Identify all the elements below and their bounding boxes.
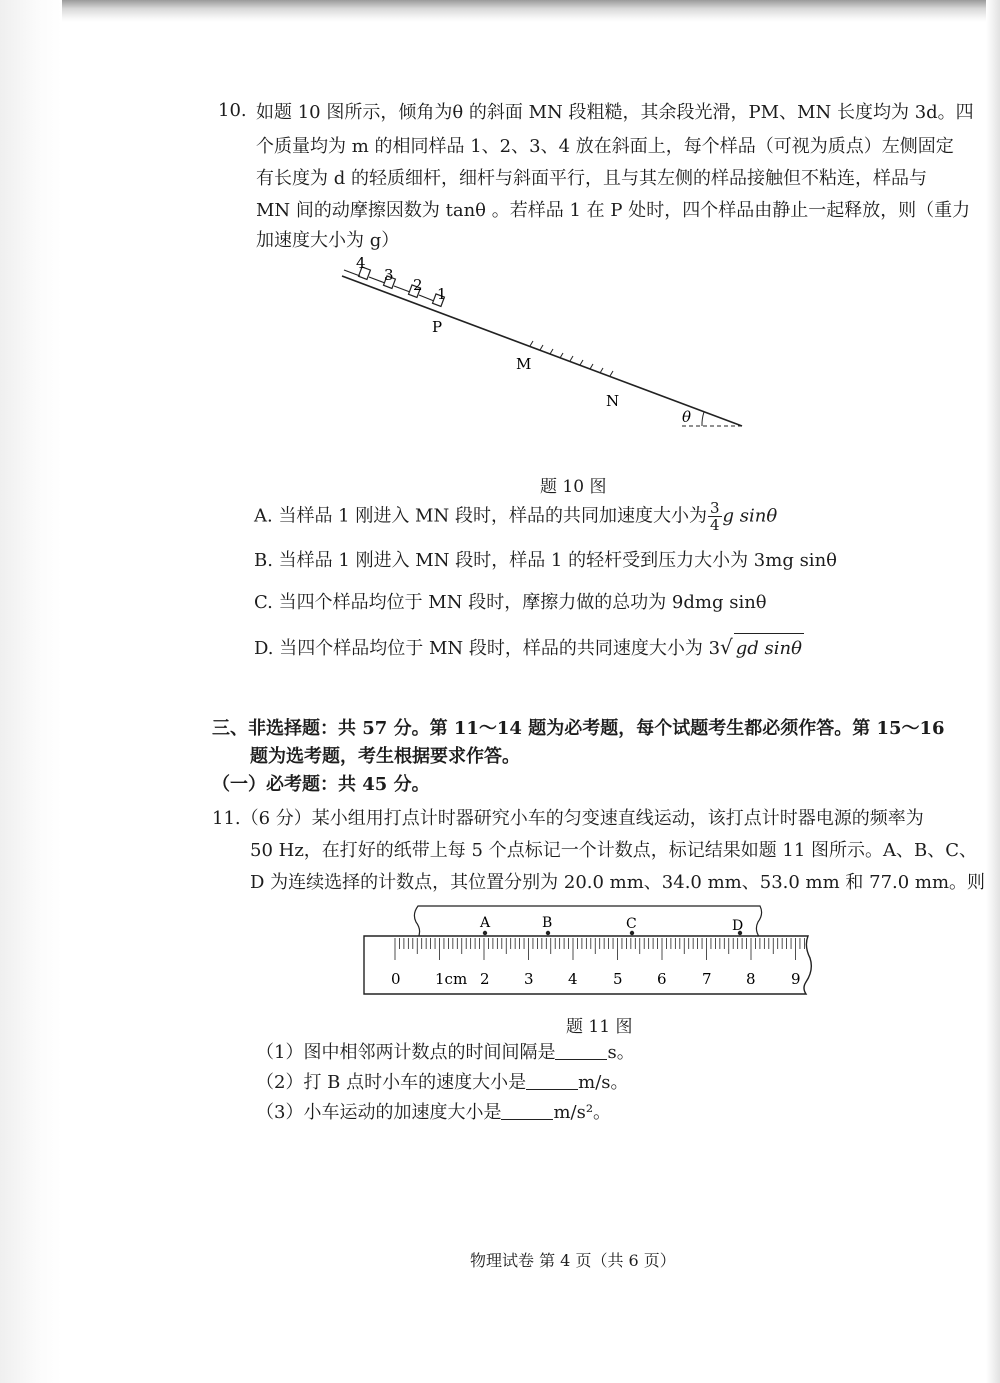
- sub-3-unit: m/s²。: [553, 1102, 612, 1123]
- question-10-number: 10.: [218, 100, 247, 121]
- sample-3-rod: [369, 277, 385, 283]
- question-11-line-3: D 为连续选择的计数点，其位置分别为 20.0 mm、34.0 mm、53.0 mm 和 77.0 mm。则: [250, 872, 986, 893]
- point-a-label: A: [480, 915, 491, 931]
- point-n-label: N: [606, 392, 620, 410]
- sample-3-label: 3: [384, 266, 394, 284]
- point-d-label: D: [732, 918, 744, 934]
- option-a[interactable]: [254, 500, 777, 533]
- answer-blank-2[interactable]: [526, 1071, 578, 1090]
- incline-figure: [330, 250, 760, 435]
- question-10-line-5: 加速度大小为 g）: [256, 230, 400, 251]
- sample-2-rod: [394, 286, 410, 292]
- figure-10-caption: 题 10 图: [540, 477, 607, 497]
- section-3-subheading: （一）必考题：共 45 分。: [212, 774, 430, 795]
- ruler-label-0: 0: [391, 970, 401, 988]
- ruler-label-9: 9: [791, 970, 801, 988]
- point-a-dot: [483, 931, 487, 935]
- ruler-label-8: 8: [746, 970, 756, 988]
- point-p-label: P: [432, 318, 443, 336]
- question-10-line-2: 个质量均为 m 的相同样品 1、2、3、4 放在斜面上，每个样品（可视为质点）左侧固定: [256, 136, 954, 157]
- angle-arc: [702, 412, 704, 426]
- ruler-label-1cm: 1cm: [435, 970, 468, 988]
- sample-4-label: 4: [356, 254, 366, 272]
- ruler-label-5: 5: [613, 970, 623, 988]
- radical-sign: √: [720, 635, 733, 659]
- ruler-label-4: 4: [568, 970, 578, 988]
- sample-2-label: 2: [413, 276, 423, 294]
- point-m-label: M: [516, 355, 532, 373]
- sub-2-text: （2）打 B 点时小车的速度大小是: [256, 1072, 527, 1093]
- fraction-three-quarters: $\frac{3}{4}$: [709, 499, 720, 534]
- ruler-label-3: 3: [524, 970, 534, 988]
- option-a-tail: g sinθ: [722, 505, 778, 527]
- answer-blank-1[interactable]: [555, 1041, 607, 1060]
- question-10-line-4: MN 间的动摩擦因数为 tanθ 。若样品 1 在 P 处时，四个样品由静止一起释放，则（重力: [256, 200, 971, 221]
- samples: [344, 267, 444, 307]
- option-b[interactable]: B. 当样品 1 刚进入 MN 段时，样品 1 的轻杆受到压力大小为 3mg sinθ: [254, 550, 837, 571]
- sub-2-unit: m/s。: [578, 1072, 629, 1093]
- scan-edge-top: [0, 0, 1000, 22]
- option-d[interactable]: [254, 632, 804, 664]
- ruler-label-7: 7: [702, 970, 712, 988]
- question-11-sub-1: [256, 1040, 635, 1066]
- sample-1-rod: [419, 295, 434, 301]
- ruler-body: [364, 936, 811, 994]
- sub-1-unit: s。: [607, 1042, 635, 1063]
- question-10-line-1: 如题 10 图所示，倾角为θ 的斜面 MN 段粗糙，其余段光滑，PM、MN 长度均为 3d。四: [256, 102, 974, 123]
- paper-tape: [414, 906, 761, 938]
- section-3-heading-line-1: 三、非选择题：共 57 分。第 11～14 题为必考题，每个试题考生都必须作答。第 15～16: [212, 718, 945, 739]
- question-11-line-2: 50 Hz，在打好的纸带上每 5 个点标记一个计数点，标记结果如题 11 图所示。A、B、C、: [250, 840, 978, 861]
- option-d-text: D. 当四个样品均位于 MN 段时，样品的共同速度大小为 3: [254, 638, 721, 659]
- rough-section-hatch: [530, 341, 613, 376]
- question-11-line-1: 11.（6 分）某小组用打点计时器研究小车的匀变速直线运动，该打点计时器电源的频率为: [212, 808, 924, 829]
- sub-3-text: （3）小车运动的加速度大小是: [256, 1102, 502, 1123]
- point-b-label: B: [542, 915, 553, 931]
- scan-edge-right: [986, 0, 1000, 1383]
- answer-blank-3[interactable]: [501, 1101, 553, 1120]
- question-11-sub-2: [256, 1070, 629, 1096]
- option-c[interactable]: C. 当四个样品均位于 MN 段时，摩擦力做的总功为 9dmg sinθ: [254, 592, 767, 613]
- section-3-heading-line-2: 题为选考题，考生根据要求作答。: [250, 746, 520, 767]
- figure-11-caption: 题 11 图: [566, 1017, 633, 1037]
- point-c-label: C: [626, 916, 637, 932]
- point-b-dot: [546, 931, 550, 935]
- ruler-label-6: 6: [657, 970, 667, 988]
- question-10-line-3: 有长度为 d 的轻质细杆，细杆与斜面平行，且与其左侧的样品接触但不粘连，样品与: [256, 168, 927, 189]
- sample-1-label: 1: [437, 285, 447, 303]
- incline-surface: [342, 276, 742, 426]
- option-a-text: A. 当样品 1 刚进入 MN 段时，样品的共同加速度大小为: [254, 505, 707, 527]
- question-11-sub-3: [256, 1100, 611, 1126]
- page-footer: 物理试卷 第 4 页（共 6 页）: [470, 1251, 676, 1270]
- option-d-radicand: gd sinθ: [734, 633, 804, 664]
- tape-ruler-figure: [360, 900, 820, 1005]
- ruler-label-2: 2: [480, 970, 490, 988]
- scan-edge-left: [0, 0, 62, 1383]
- angle-theta-label: θ: [682, 408, 692, 426]
- sub-1-text: （1）图中相邻两计数点的时间间隔是: [256, 1042, 556, 1063]
